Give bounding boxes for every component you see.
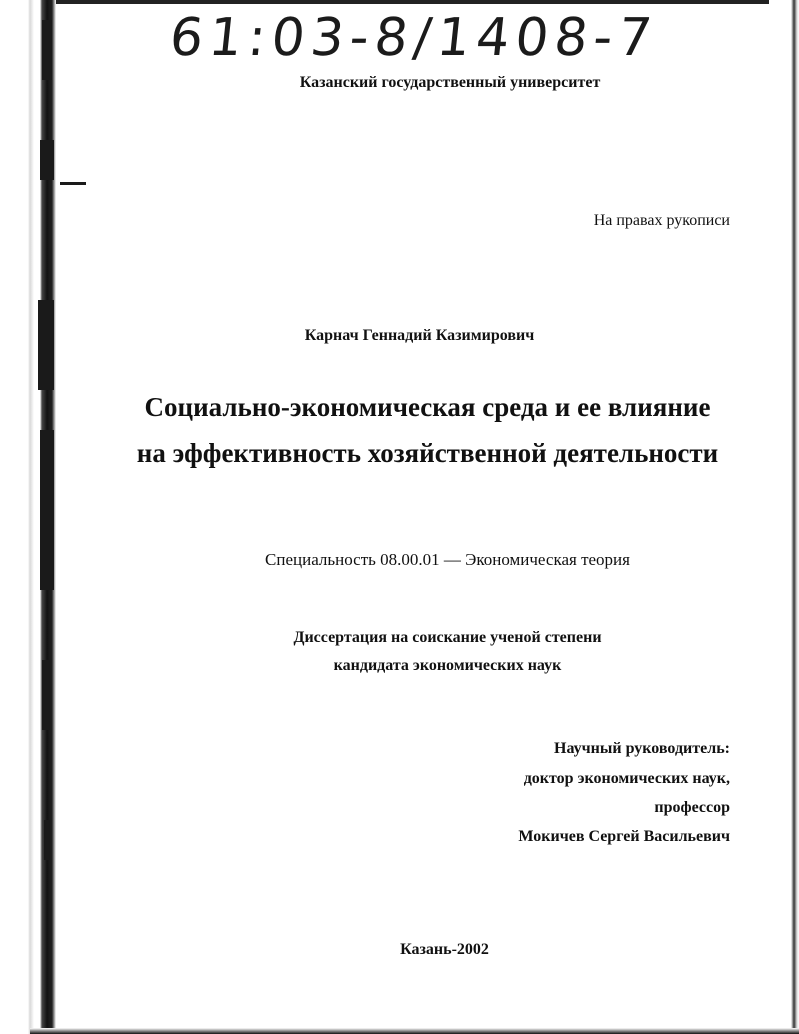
degree-statement-line-1: Диссертация на соискание ученой степени <box>293 629 602 646</box>
supervisor-rank: профессор <box>654 799 730 816</box>
manuscript-rights-note: На правах рукописи <box>593 212 730 229</box>
scan-right-edge <box>769 0 799 1034</box>
dissertation-title-line-1: Социально-экономическая среда и ее влияние <box>144 392 711 422</box>
dissertation-title-line-2: на эффективность хозяйственной деятельности <box>136 438 719 468</box>
scan-bottom-edge <box>30 1028 799 1034</box>
degree-statement-line-2: кандидата экономических наук <box>333 657 562 674</box>
supervisor-label: Научный руководитель: <box>554 740 730 757</box>
specialty-line: Специальность 08.00.01 — Экономическая теория <box>265 550 630 569</box>
city-year: Казань-2002 <box>400 941 489 958</box>
scan-top-edge <box>0 0 799 4</box>
author-name: Карнач Геннадий Казимирович <box>304 327 535 344</box>
supervisor-degree: доктор экономических наук, <box>523 770 730 787</box>
scan-left-edge <box>0 0 56 1034</box>
supervisor-name: Мокичев Сергей Васильевич <box>518 828 730 845</box>
handwritten-archive-code: 61:03-8/1408-7 <box>166 8 661 68</box>
university-name: Казанский государственный университет <box>299 74 601 91</box>
